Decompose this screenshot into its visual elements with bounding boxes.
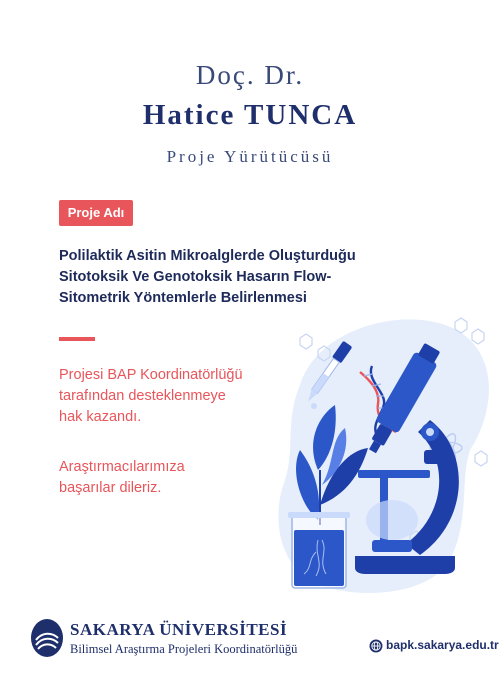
support-message	[59, 365, 289, 428]
project-title	[59, 246, 359, 309]
message-line: başarılar dileriz.	[59, 480, 162, 496]
project-title-line: Sitotoksik Ve Genotoksik Hasarın Flow-	[59, 269, 332, 285]
message-line: Araştırmacılarımıza	[59, 459, 185, 475]
project-title-line: Sitometrik Yöntemlerle Belirlenmesi	[59, 290, 307, 306]
project-name-badge: Proje Adı	[59, 200, 133, 226]
website-link[interactable]: bapk.sakarya.edu.tr	[386, 638, 499, 652]
message-line: hak kazandı.	[59, 409, 142, 425]
microscope-illustration	[262, 303, 500, 600]
divider	[59, 337, 95, 341]
project-title-line: Polilaktik Asitin Mikroalglerde Oluşturduğu	[59, 248, 356, 264]
message-line: tarafından desteklenmeye	[59, 388, 226, 404]
role-label: Proje Yürütücüsü	[166, 147, 334, 166]
globe-icon	[369, 639, 383, 653]
message-line: Projesi BAP Koordinatörlüğü	[59, 367, 243, 383]
congrats-message	[59, 457, 289, 499]
university-name: SAKARYA ÜNİVERSİTESİ	[70, 620, 288, 639]
university-subtitle: Bilimsel Araştırma Projeleri Koordinatörlüğü	[70, 642, 298, 656]
university-logo-icon	[30, 618, 64, 658]
title-prefix: Doç. Dr.	[195, 60, 305, 90]
person-name: Hatice TUNCA	[142, 99, 358, 131]
